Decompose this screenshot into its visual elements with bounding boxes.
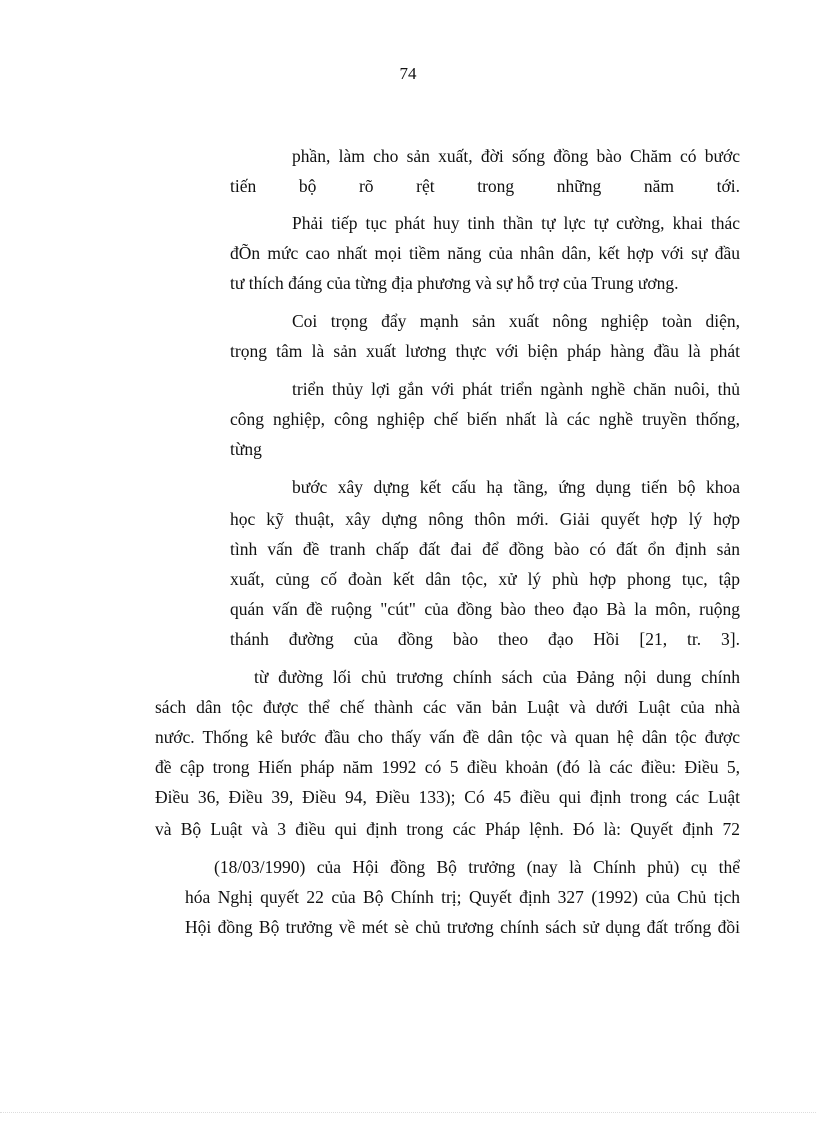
text-line: trọng tâm là sản xuất lương thực với biện pháp hàng đầu là phát [230, 341, 740, 361]
text-line: công nghiệp, công nghiệp chế biến nhất là các nghề truyền thống, [230, 409, 740, 429]
text-line: Coi trọng đẩy mạnh sản xuất nông nghiệp toàn diện, [292, 311, 740, 331]
text-line: hóa Nghị quyết 22 của Bộ Chính trị; Quyết định 327 (1992) của Chủ tịch [185, 887, 740, 907]
text-line: Phải tiếp tục phát huy tinh thần tự lực tự cường, khai thác [292, 213, 740, 233]
text-line: và Bộ Luật và 3 điều qui định trong các Pháp lệnh. Đó là: Quyết định 72 [155, 819, 740, 839]
text-line: đề cập trong Hiến pháp năm 1992 có 5 điều khoản (đó là các điều: Điều 5, [155, 757, 740, 777]
text-line: nước. Thống kê bước đầu cho thấy vấn đề dân tộc và quan hệ dân tộc được [155, 727, 740, 747]
text-line: học kỹ thuật, xây dựng nông thôn mới. Giải quyết hợp lý hợp [230, 509, 740, 529]
page-number: 74 [399, 64, 417, 83]
text-line: đÕn mức cao nhất mọi tiềm năng của nhân dân, kết hợp với sự đầu [230, 243, 740, 263]
text-line: từ đường lối chủ trương chính sách của Đảng nội dung chính [254, 667, 740, 687]
text-line: thánh đường của đồng bào theo đạo Hồi [21, tr. 3]. [230, 629, 740, 649]
text-line: bước xây dựng kết cấu hạ tầng, ứng dụng tiến bộ khoa [292, 477, 740, 497]
text-line: phần, làm cho sản xuất, đời sống đồng bào Chăm có bước [292, 146, 740, 166]
text-line: tình vấn đề tranh chấp đất đai để đồng bào có đất ổn định sản [230, 539, 740, 559]
text-line: Hội đồng Bộ trưởng về mét sè chủ trương chính sách sử dụng đất trống đồi [185, 917, 740, 937]
page-bottom-divider [0, 1112, 816, 1114]
text-line: tư thích đáng của từng địa phương và sự hỗ trợ của Trung ương. [230, 273, 679, 293]
text-line: (18/03/1990) của Hội đồng Bộ trưởng (nay là Chính phủ) cụ thể [214, 857, 740, 877]
text-line: tiến bộ rõ rệt trong những năm tới. [230, 176, 740, 196]
text-line: triển thủy lợi gắn với phát triển ngành nghề chăn nuôi, thủ [292, 379, 740, 399]
text-line: xuất, củng cố đoàn kết dân tộc, xử lý phù hợp phong tục, tập [230, 569, 740, 589]
text-line: từng [230, 439, 262, 459]
text-line: sách dân tộc được thể chế thành các văn bản Luật và dưới Luật của nhà [155, 697, 740, 717]
text-line: quán vấn đề ruộng "cút" của đồng bào theo đạo Bà la môn, ruộng [230, 599, 740, 619]
text-line: Điều 36, Điều 39, Điều 94, Điều 133); Có 45 điều qui định trong các Luật [155, 787, 740, 807]
